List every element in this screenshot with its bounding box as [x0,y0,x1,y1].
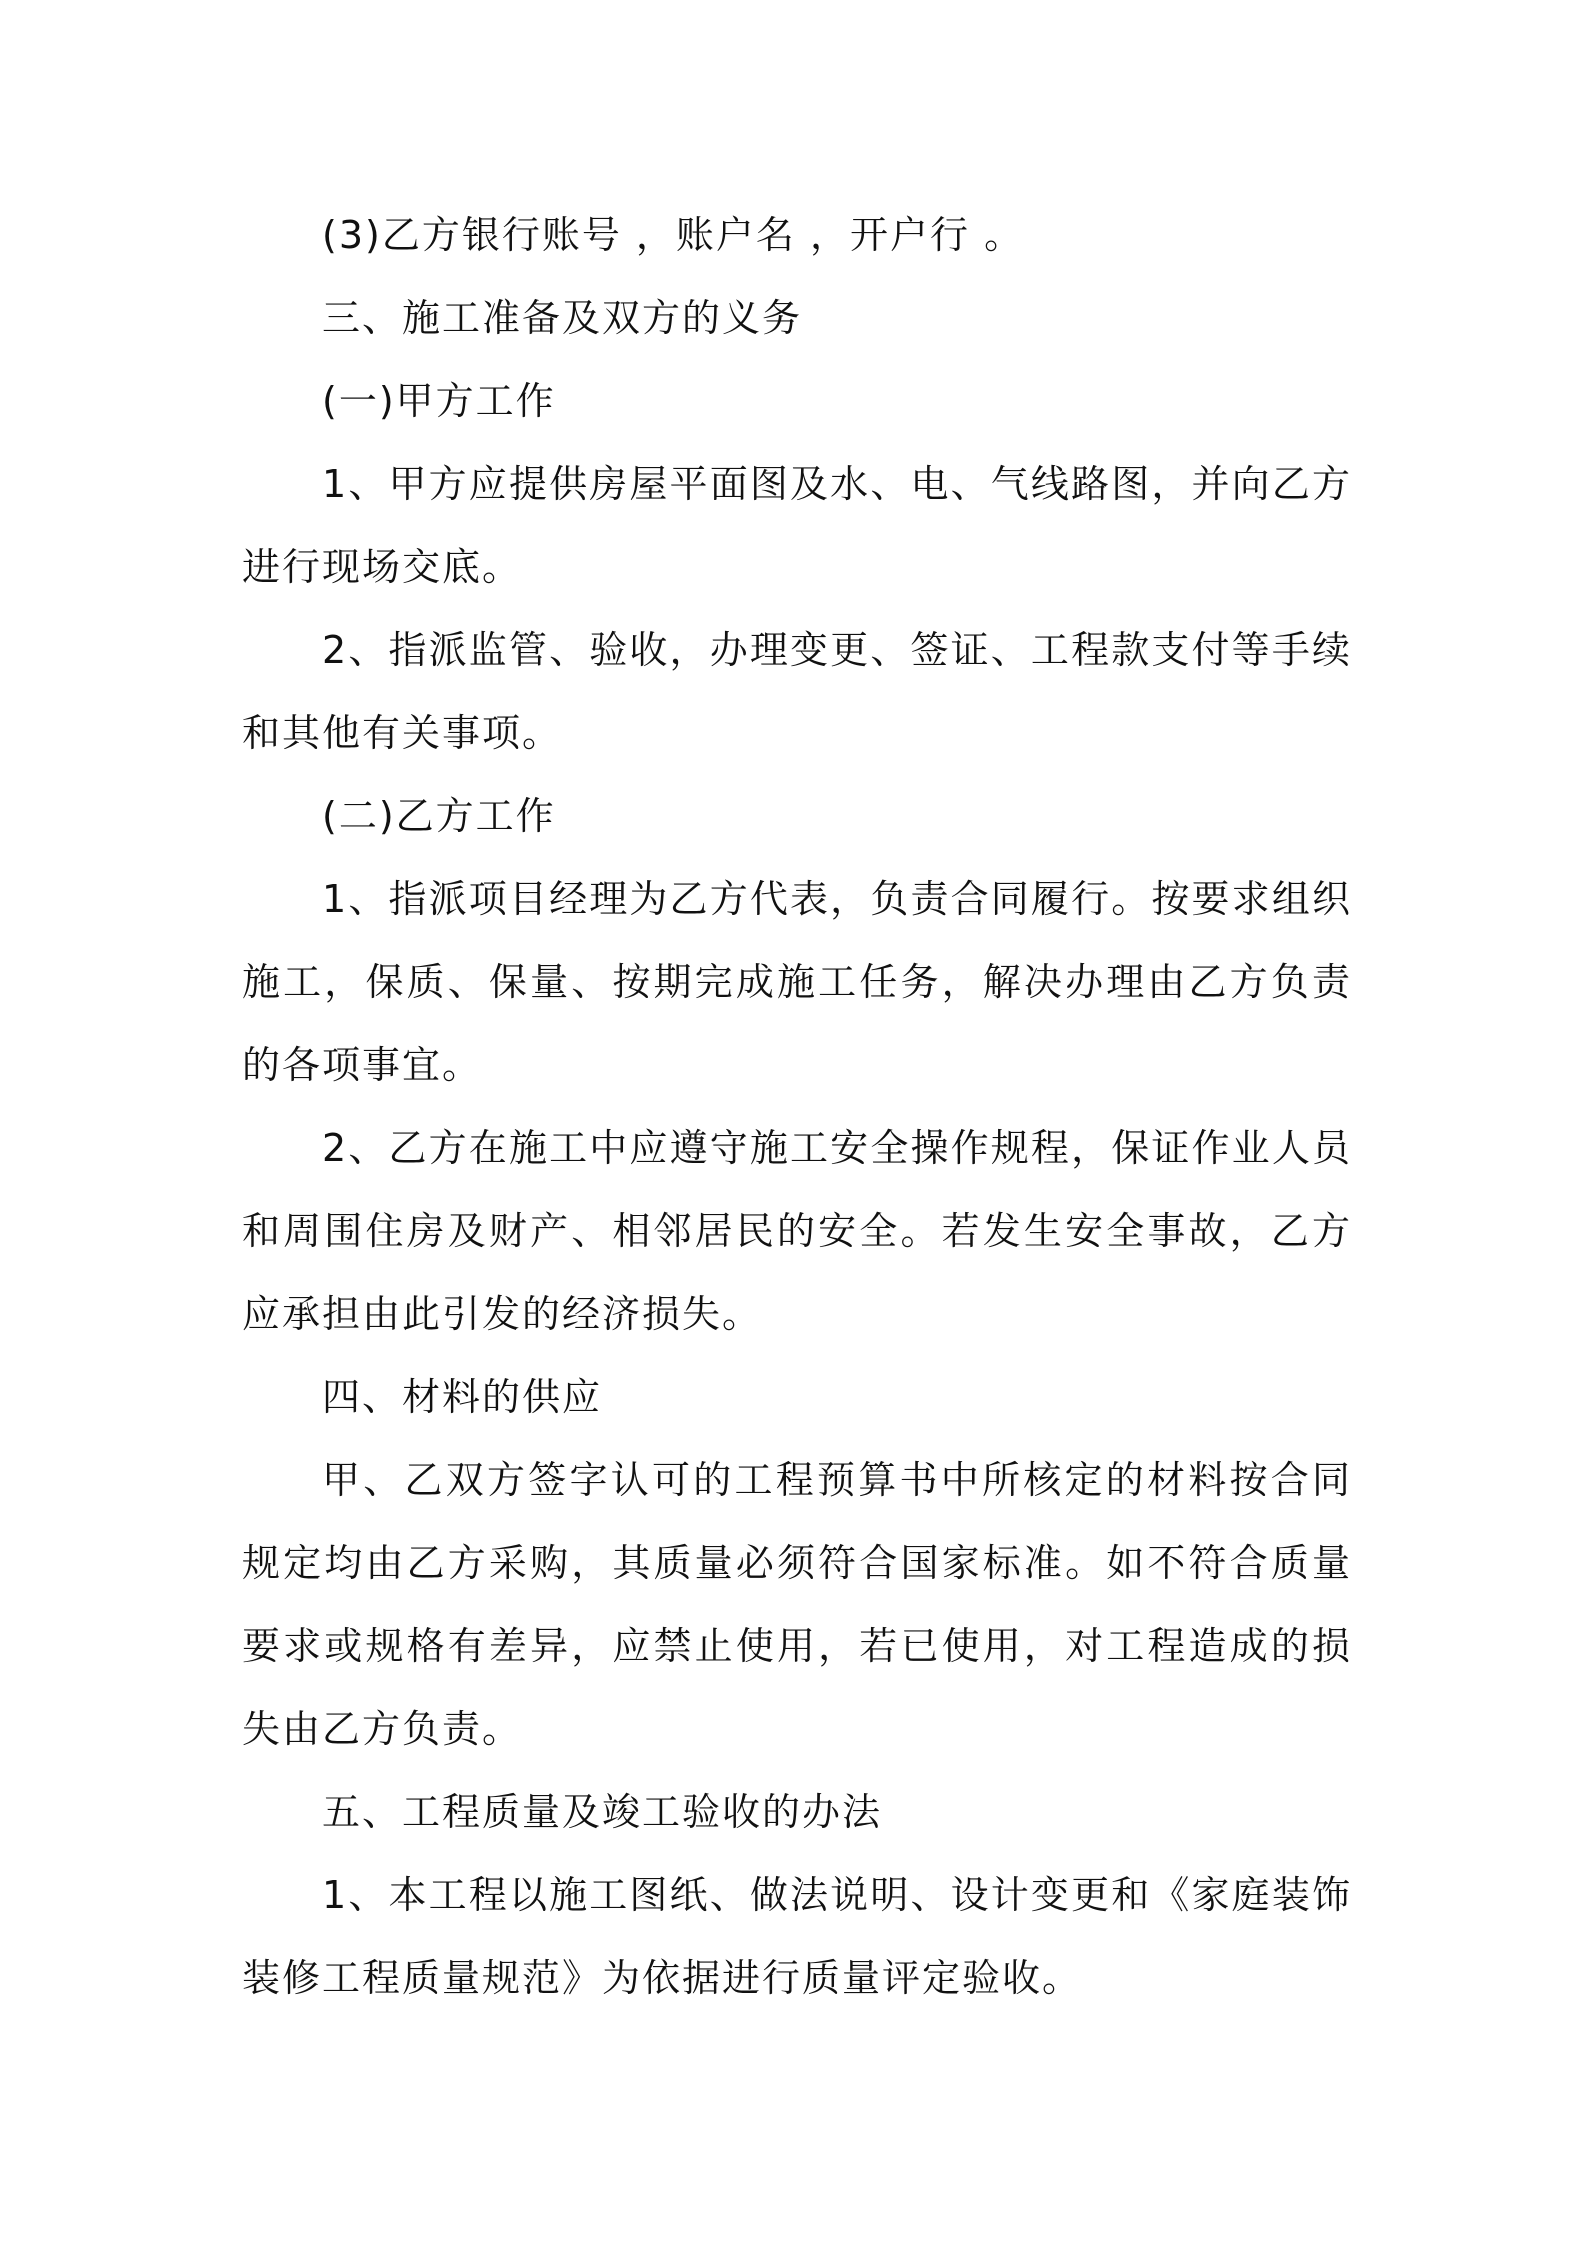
paragraph-materials: 甲、乙双方签字认可的工程预算书中所核定的材料按合同规定均由乙方采购，其质量必须符合国家标准。如不符合质量要求或规格有差异，应禁止使用，若已使用，对工程造成的损失由乙方负责。 [242,1458,1352,1751]
paragraph-party-a-item-2: 2、指派监管、验收，办理变更、签证、工程款支付等手续和其他有关事项。 [242,628,1352,755]
paragraph-party-b-item-1: 1、指派项目经理为乙方代表，负责合同履行。按要求组织施工，保质、保量、按期完成施工任务，解决办理由乙方负责的各项事宜。 [242,877,1352,1087]
section-heading-construction-prep: 三、施工准备及双方的义务 [322,296,803,340]
subheading-party-a-work: (一)甲方工作 [322,379,556,423]
paragraph-bank-account: (3)乙方银行账号 ，账户名 ，开户行 。 [322,213,1025,257]
document-body [242,194,1352,2020]
section-heading-materials: 四、材料的供应 [322,1375,603,1419]
paragraph-quality-item-1: 1、本工程以施工图纸、做法说明、设计变更和《家庭装饰装修工程质量规范》为依据进行质量评定验收。 [242,1873,1352,2000]
subheading-party-b-work: (二)乙方工作 [322,794,556,838]
section-heading-quality-acceptance: 五、工程质量及竣工验收的办法 [322,1790,883,1834]
paragraph-party-b-item-2: 2、乙方在施工中应遵守施工安全操作规程，保证作业人员和周围住房及财产、相邻居民的安全。若发生安全事故，乙方应承担由此引发的经济损失。 [242,1126,1352,1336]
paragraph-party-a-item-1: 1、甲方应提供房屋平面图及水、电、气线路图，并向乙方进行现场交底。 [242,462,1352,589]
